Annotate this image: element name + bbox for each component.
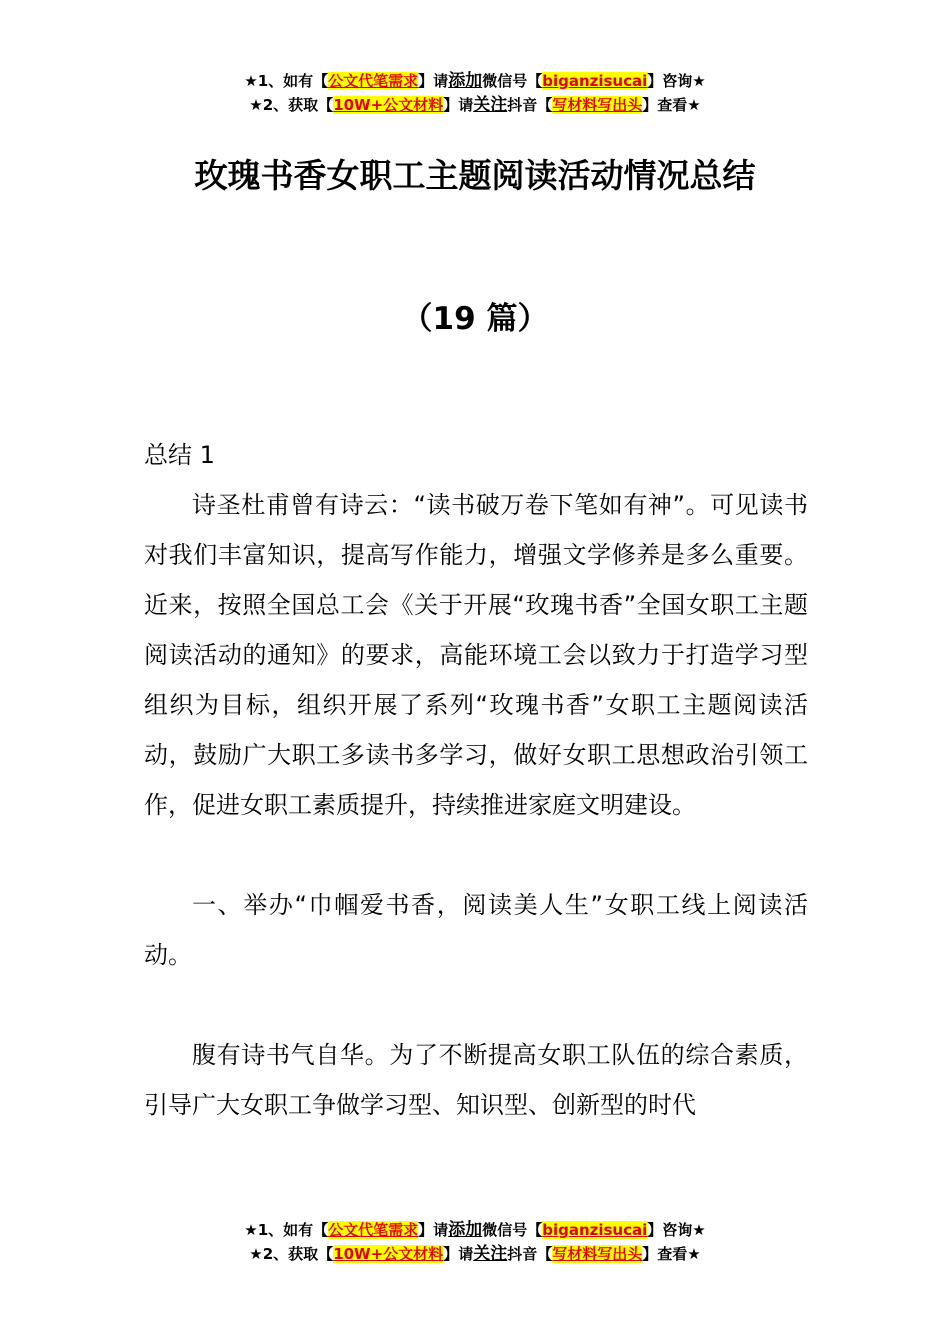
- footer-ad: [0, 1218, 950, 1266]
- header-ad: [0, 69, 950, 117]
- doc-subtitle: （19 篇）: [401, 301, 549, 337]
- doc-body: [144, 430, 808, 1130]
- paragraph: 一、举办“巾帼爱书香，阅读美人生”女职工线上阅读活动。: [144, 891, 808, 969]
- ad-line-2: ★2、获取【10W+公文材料】请关注抖音【写材料写出头】查看★: [249, 1244, 701, 1264]
- paragraph: 诗圣杜甫曾有诗云：“读书破万卷下笔如有神”。可见读书对我们丰富知识，提高写作能力，增强文学修养是多么重要。近来，按照全国总工会《关于开展“玫瑰书香”全国女职工主题阅读活动的通知》的要求，高能环境工会以致力于打造学习型组织为目标，组织开展了系列“玫瑰书香”女职工主题阅读活动，鼓励广大职工多读书多学习，做好女职工思想政治引领工作，促进女职工素质提升，持续推进家庭文明建设。: [144, 491, 808, 819]
- ad-line-1: ★1、如有【公文代笔需求】请添加微信号【biganzisucai】咨询★: [244, 1220, 706, 1240]
- ad-line-1: ★1、如有【公文代笔需求】请添加微信号【biganzisucai】咨询★: [244, 71, 706, 91]
- paragraph: 腹有诗书气自华。为了不断提高女职工队伍的综合素质，引导广大女职工争做学习型、知识型、创新型的时代: [144, 1041, 808, 1119]
- ad-line-2: ★2、获取【10W+公文材料】请关注抖音【写材料写出头】查看★: [249, 95, 701, 115]
- doc-title: 玫瑰书香女职工主题阅读活动情况总结: [194, 156, 756, 195]
- section-heading: 总结 1: [144, 441, 215, 469]
